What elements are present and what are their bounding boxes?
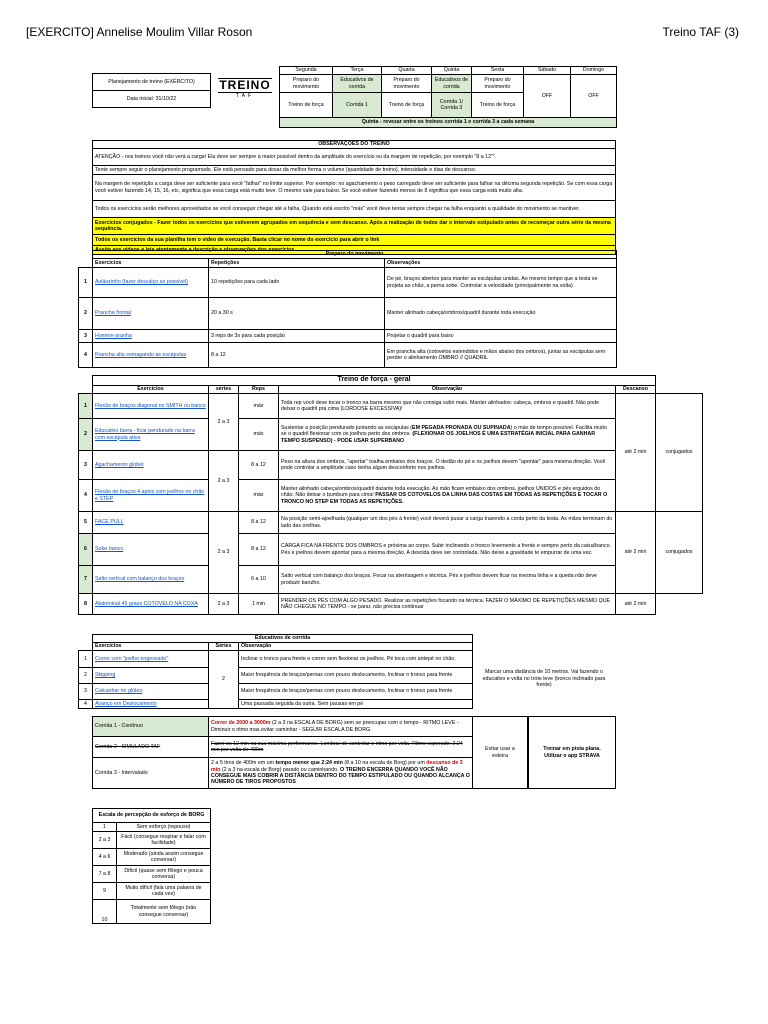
- reps-cell: 8 a 12: [239, 451, 279, 480]
- observation-cell: Salto vertical com balanço dos braços. Focar na aterrisagem e técnica. Pés e joelhos devem ficar na mesma linha e a queda não deve produzir barulho.: [279, 566, 616, 594]
- running-drills-table: [78, 634, 473, 709]
- exercise-link[interactable]: Aviãozinho (fazer descalço se possível): [93, 268, 209, 298]
- prep-title: Preparo do movimento: [93, 251, 617, 259]
- schedule-cell: Preparo do movimento: [472, 75, 524, 93]
- document-title: [EXERCITO] Annelise Moulim Villar Roson: [26, 25, 253, 39]
- day-header: Sábado: [524, 67, 571, 75]
- observations-table: [92, 140, 616, 255]
- exercise-link[interactable]: Sobe banco: [93, 534, 209, 566]
- exercise-link[interactable]: Abdominal 45 graus COTOVELO NA COXA: [93, 594, 209, 615]
- reps-cell: 20 a 30 s: [209, 298, 385, 330]
- conjugate-cell: conjugados: [656, 394, 703, 512]
- column-header: Repetições: [209, 259, 385, 268]
- rest-cell: até 2 min: [616, 512, 656, 594]
- schedule-cell: Corrida 1/ Corrida 3: [432, 93, 472, 118]
- column-header: Exercícios: [93, 259, 209, 268]
- borg-title: Escala de percepção de esforço de BORG: [93, 809, 211, 823]
- treino-taf-logo: TREINO TAF: [219, 78, 271, 99]
- drills-title: Educativos de corrida: [93, 635, 473, 643]
- column-header: Observações: [385, 259, 617, 268]
- borg-description: Difícil (quase sem fôlego e pouca conversa): [117, 866, 211, 883]
- series-cell: 2 a 3: [209, 594, 239, 615]
- reps-cell: 8 a 12: [239, 534, 279, 566]
- day-header: Terça: [333, 67, 382, 75]
- plan-box: [92, 73, 211, 108]
- column-header: Reps: [239, 386, 279, 394]
- week-schedule: [279, 66, 617, 128]
- observation-line: Tente sempre seguir o planejamento programado. Ele está pensado para dosar da melhor forma o volume (quantidade de treino), intensidade e dias de descanso.: [93, 166, 616, 175]
- borg-description: Totalmente sem fôlego (não consegue conversar): [117, 900, 211, 924]
- borg-description: Fácil (consegue respirar e falar com facilidade): [117, 832, 211, 849]
- observation-cell: Toda rep você deve tocar o tronco na barra mesmo que não consiga subir mais. Manter alinhados: cabeça, ombros e quadril. Não pode deixar o quadril pra cima (LORDOSE EXCESSIVA)!: [279, 394, 616, 419]
- exercise-link[interactable]: Skipping: [93, 668, 209, 684]
- plan-label: Planejamento de treino (EXÉRCITO): [93, 74, 211, 91]
- day-header: Quarta: [382, 67, 432, 75]
- exercise-link[interactable]: Agachamento globet: [93, 451, 209, 480]
- column-header: Séries: [209, 643, 239, 651]
- observations-title: OBSERVAÇÕES DO TREINO: [93, 141, 616, 149]
- treadmill-note: Evitar usar a esteira: [472, 716, 528, 789]
- run-description: Fazer os 12 min na sua máxima performance. Lembrar de controlar o ritmo por volta. Ritmo esperado: 2:24 min por volta de 400m: [209, 737, 473, 758]
- observation-cell: Na posição semi-ajoelhada (qualquer um dos pés à frente) você deverá puxar a carga trazendo a corda perto da testa. As mãos terminam do lado das orelhas.: [279, 512, 616, 534]
- exercise-link[interactable]: Homem-aranha: [93, 330, 209, 343]
- schedule-cell: Treino de força: [280, 93, 333, 118]
- observation-cell: Projetar o quadril para baixo: [385, 330, 617, 343]
- column-header: Descanso: [616, 386, 656, 394]
- observation-cell: PRENDER OS PÉS COM ALGO PESADO. Realizar as repetições focando na técnica. FAZER O MÁXIMO DE REPETIÇÕES MESMO QUE NÃO CHEGUE NO TEMPO - se parar, não precisa continuar: [279, 594, 616, 615]
- schedule-note: Quinta - revezar entre os treinos corrida 1 e corrida 3 a cada semana: [280, 118, 617, 128]
- observation-highlight: Assita aos vídeos e leia atentamente a descrição e observações dos exercícios.: [93, 246, 616, 255]
- row-number: 2: [79, 298, 93, 330]
- track-note: Treinar em pista plana. Utilizar o app STRAVA: [528, 716, 616, 789]
- observation-highlight: Todos os exercícios da sua planilha tem o vídeo de execução. Basta clicar no nome do exercício para abrir o link: [93, 235, 616, 246]
- day-header: Segunda: [280, 67, 333, 75]
- off-cell: OFF: [571, 75, 617, 118]
- day-header: Quinta: [432, 67, 472, 75]
- exercise-link[interactable]: Salto vertical com balanço dos braços: [93, 566, 209, 594]
- exercise-link[interactable]: Educativo barra - ficar pendurado na barra com escápula ativa: [93, 419, 209, 451]
- run-description: 2 a 5 tiros de 400m em um tempo menor que 2:24 min (8 a 10 na escala de Borg) por um descanso de 3 min (2 a 3 na escala de Borg) parado ou caminhando. O TREINO ENCERRA QUANDO VOCÊ NÃO CONSEGUE MAIS COBRIR A DISTÂNCIA DENTRO DO TEMPO ESTIPULADO OU QUANDO ALCANÇA O NÚMERO DE TIROS PROPOSTOS: [209, 758, 473, 789]
- exercise-link[interactable]: Prancha frontal: [93, 298, 209, 330]
- row-number: 3: [79, 330, 93, 343]
- row-number: 6: [79, 534, 93, 566]
- borg-level: 2 a 3: [93, 832, 117, 849]
- observation-cell: Em prancha alta (cotovelos estendidos e mãos abaixo dos ombros), juntar as escápulas sem perder o alinhamento OMBRO // QUADRIL: [385, 343, 617, 368]
- run-name: Corrida 2 - SIMULADO TAF: [93, 737, 209, 758]
- row-number: 1: [79, 651, 93, 668]
- observation-cell: Maior frequência de braços/pernas com pouco deslocamento. Inclinar o tronco para frente: [239, 684, 473, 700]
- borg-description: Muito difícil (fala uma palavra de cada vez): [117, 883, 211, 900]
- column-header: Exercícios: [93, 386, 209, 394]
- page-label: Treino TAF (3): [662, 25, 739, 39]
- schedule-cell: Preparo do movimento: [382, 75, 432, 93]
- observation-line: Na margem de repetição a carga deve ser suficiente para você "falhar" no limite superior. Por exemplo: no agachamento o peso carregado deve ser suficiente para falhar na décima segunda repetição. Se com essa carga você estiver fazendo 14, 15, 16, etc, significa que essa carga está muito leve. O mesmo vale para baixo. Se você estiver fazendo menos de 8 significa que essa carga está muito alta.: [93, 175, 616, 201]
- run-name: Corrida 3 - Intervalado: [93, 758, 209, 789]
- day-header: Sexta: [472, 67, 524, 75]
- row-number: 5: [79, 512, 93, 534]
- exercise-link[interactable]: Correr com "joelho engessado": [93, 651, 209, 668]
- borg-level: 7 a 8: [93, 866, 117, 883]
- observation-cell: Inclinar o tronco para frente e correr sem flexionar os joelhos. Pé toca com antepé no chão.: [239, 651, 473, 668]
- borg-level: 4 a 6: [93, 849, 117, 866]
- exercise-link[interactable]: Prancha alta esmagando as escápulas: [93, 343, 209, 368]
- observation-cell: De pé, braços abertos para manter as escápulas unidas. Ao mesmo tempo que a testa se projeta ao chão, a perna sobe. Controlar a velocidade (principalmente na volta): [385, 268, 617, 298]
- schedule-cell: Treino de força: [382, 93, 432, 118]
- reps-cell: máx: [239, 480, 279, 512]
- row-number: 1: [79, 268, 93, 298]
- run-name: Corrida 1 - Contínuo: [93, 717, 209, 737]
- series-cell: 2 a 3: [209, 394, 239, 451]
- schedule-cell: Educativos de corrida: [432, 75, 472, 93]
- reps-cell: máx: [239, 419, 279, 451]
- observation-cell: Manter alinhado cabeça/ombros/quadril durante toda execução. As mão ficam embaixo dos ombros, joelhos UNIDOS e pés erguidos do chão. Não deixar o bumbum para cima! PASSAR OS COTOVELOS DA LINHA DAS COSTAS EM TODAS AS REPETIÇÕES E TOCAR O TRONCO NO STEP EM TODAS AS REPETIÇÕES.: [279, 480, 616, 512]
- reps-cell: 1 min: [239, 594, 279, 615]
- row-number: 4: [79, 480, 93, 512]
- row-number: 4: [79, 700, 93, 709]
- exercise-link[interactable]: Flexão de braços 4 apois com joelhos no chão e STEP: [93, 480, 209, 512]
- exercise-link[interactable]: Calcanhar no glúteo: [93, 684, 209, 700]
- series-cell: 2 a 3: [209, 451, 239, 512]
- reps-cell: máx: [239, 394, 279, 419]
- borg-level: 9: [93, 883, 117, 900]
- row-number: 8: [79, 594, 93, 615]
- observation-cell: Maior frequência de braços/pernas com pouco deslocamento. Inclinar o tronco para frente: [239, 668, 473, 684]
- row-number: 3: [79, 451, 93, 480]
- row-number: 4: [79, 343, 93, 368]
- observation-line: ATENÇÃO - nos treinos você não verá a carga! Ela deve ser sempre a maior possível dentro da amplitude do exercício ou da margem de repetição, por exemplo "8 a 12"".: [93, 149, 616, 166]
- day-header: Domingo: [571, 67, 617, 75]
- reps-cell: 8 a 12: [209, 343, 385, 368]
- exercise-link[interactable]: Avanço em Deslocamento: [93, 700, 209, 709]
- plan-start-date: Data inicial: 31/10/22: [93, 91, 211, 108]
- exercise-link[interactable]: Flexão de braços diagonal no SMITH ou banco: [93, 394, 209, 419]
- strength-title: Treino de força - geral: [93, 376, 656, 386]
- reps-cell: 10 repetições para cada lado: [209, 268, 385, 298]
- rest-cell: até 2 min: [616, 394, 656, 512]
- observation-cell: Peso na altura dos ombros, "apertar" toalha embaixo dos braços. O dedão do pé e os joelhos devem "apontar" para mesma direção. Você pode controlar a amplitude caso tenha algum desconforto nos joelhos.: [279, 451, 616, 480]
- schedule-cell: Treino de força: [472, 93, 524, 118]
- running-table: [92, 716, 473, 789]
- off-cell: OFF: [524, 75, 571, 118]
- borg-level: 1: [93, 823, 117, 832]
- borg-description: Moderado (ainda assim consegue conversar): [117, 849, 211, 866]
- observation-cell: CARGA FICA NA FRENTE DOS OMBROS e próxima ao corpo. Subir inclinando o tronco levemente a frente e sempre perto da caixa/banco. Pés e joelhos devem apontar para a mesma direção. A descida deve ser controlada. Não deixe a gravidade te empurrar de uma vez.: [279, 534, 616, 566]
- drills-side-note: Marcar uma distância de 10 metros. Vai fazendo o educativo e volta no trote leve (tronco inclinado para frente): [482, 669, 606, 689]
- row-number: 2: [79, 668, 93, 684]
- schedule-cell: Educativos de corrida: [333, 75, 382, 93]
- observation-line: Todos os exercícios serão melhores aproveitados se você conseguir chegar até a falha. Quando está escrito "máx" você deve tentar sempre chegar na falha enquanto a qualidade do movimento se mantiver.: [93, 201, 616, 218]
- reps-cell: 8 a 12: [239, 512, 279, 534]
- series-cell: 2: [209, 651, 239, 709]
- rest-cell: até 2 min: [616, 594, 656, 615]
- column-header: Observação: [239, 643, 473, 651]
- conjugate-cell: conjugados: [656, 512, 703, 594]
- row-number: 1: [79, 394, 93, 419]
- reps-cell: 6 a 10: [239, 566, 279, 594]
- schedule-cell: Corrida 1: [333, 93, 382, 118]
- borg-scale-table: [92, 808, 211, 924]
- row-number: 7: [79, 566, 93, 594]
- exercise-link[interactable]: FACE PULL: [93, 512, 209, 534]
- column-header: séries: [209, 386, 239, 394]
- schedule-cell: Preparo do movimento: [280, 75, 333, 93]
- column-header: Exercícios: [93, 643, 209, 651]
- reps-cell: 3 reps de 3s para cada posição: [209, 330, 385, 343]
- borg-description: Sem esforço (repouso): [117, 823, 211, 832]
- observation-cell: Sustentar a posição pendurado juntando as escápulas (EM PEGADA PRONADA OU SUPINADA) o máx de tempo possível. Facilita muito se o quadril flexionar com os joelhos perto dos ombros. (FLEXIONAR OS JOELHOS É UMA ESTRATÉGIA INICIAL PARA GANHAR TEMPO SUSPENSO) - PODE USAR SUPERBANO: [279, 419, 616, 451]
- row-number: 3: [79, 684, 93, 700]
- strength-table: [78, 375, 703, 615]
- column-header: Observação: [279, 386, 616, 394]
- observation-highlight: Exercícios conjugados - Fazer todos os exercícios que estiverem agrupados em sequência e sem descanso. Após a realização de todos dar o intervalo estipulado antes de recomeçar outra série da mesma sequência.: [93, 218, 616, 235]
- prep-table: [78, 250, 617, 368]
- observation-cell: Manter alinhado cabeça/ombros/quadril durante toda execução: [385, 298, 617, 330]
- observation-cell: Uma passada seguida da outra. Sem pausas em pé: [239, 700, 473, 709]
- borg-level: 10: [93, 900, 117, 924]
- run-description: Correr de 2000 a 3000m (2 a 3 na ESCALA DE BORG) sem se preocupar com o tempo - RITMO LEVE - Diminuir o ritmo mas evitar caminhar - SEGUIR ESCALA DE BORG: [209, 717, 473, 737]
- series-cell: 2 a 3: [209, 512, 239, 594]
- row-number: 2: [79, 419, 93, 451]
